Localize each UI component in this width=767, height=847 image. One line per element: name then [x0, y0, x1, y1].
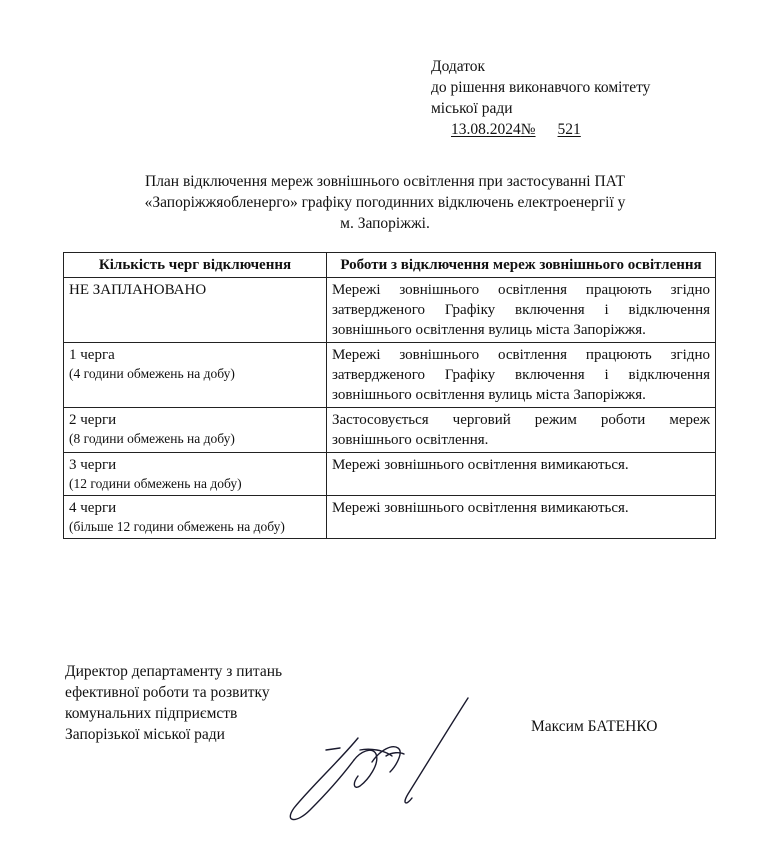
table-row [64, 278, 716, 343]
action-cell: Мережі зовнішнього освітлення вимикаються. [327, 496, 716, 539]
director-position [65, 661, 282, 745]
queue-label: 2 черги [69, 412, 117, 428]
queue-cell [64, 453, 327, 496]
table-row [64, 408, 716, 453]
action-cell: Мережі зовнішнього освітлення працюють згідно затвердженого Графіку включення і відключення зовнішнього освітлення вулиць міста Запоріжжя. [327, 278, 716, 343]
director-position-line-1: Директор департаменту з питань [65, 663, 283, 680]
table-row [64, 496, 716, 539]
plan-title-line-3: м. Запоріжжі. [340, 215, 430, 232]
director-position-line-4: Запорізької міської ради [65, 726, 225, 743]
queue-cell [64, 496, 327, 539]
plan-title-line-2: «Запоріжжяобленерго» графіку погодинних відключень електроенергії у [144, 194, 626, 211]
header-lighting-works: Роботи з відключення мереж зовнішнього освітлення [327, 253, 716, 278]
table-row [64, 453, 716, 496]
appendix-number: 521 [557, 121, 581, 138]
appendix-label: Додаток [431, 58, 486, 75]
table-header-row [64, 253, 716, 278]
plan-title-line-1: План відключення мереж зовнішнього освітлення при застосуванні ПАТ [145, 173, 625, 190]
queue-label: 1 черга [69, 347, 115, 363]
queue-label: НЕ ЗАПЛАНОВАНО [69, 282, 207, 298]
appendix-block [431, 56, 650, 140]
queue-label: 4 черги [69, 500, 117, 516]
appendix-council: міської ради [431, 100, 513, 117]
queue-note: (12 години обмежень на добу) [69, 476, 242, 491]
action-cell: Мережі зовнішнього освітлення працюють згідно затвердженого Графіку включення і відключення зовнішнього освітлення вулиць міста Запоріжжя. [327, 343, 716, 408]
plan-title [70, 171, 700, 234]
header-queue-count: Кількість черг відключення [64, 253, 327, 278]
queue-note: (4 години обмежень на добу) [69, 366, 235, 381]
handwritten-signature-icon [280, 690, 500, 830]
appendix-decision: до рішення виконавчого комітету [431, 79, 651, 96]
queue-cell [64, 278, 327, 343]
appendix-date: 13.08.2024 [451, 121, 521, 138]
director-position-line-2: ефективної роботи та розвитку [65, 684, 270, 701]
director-position-line-3: комунальних підприємств [65, 705, 238, 722]
action-cell: Мережі зовнішнього освітлення вимикаються. [327, 453, 716, 496]
action-cell: Застосовується черговий режим роботи мереж зовнішнього освітлення. [327, 408, 716, 453]
signer-name: Максим БАТЕНКО [531, 718, 658, 735]
queue-note: (більше 12 години обмежень на добу) [69, 519, 285, 534]
outage-schedule-table [63, 252, 716, 539]
queue-cell [64, 343, 327, 408]
appendix-date-number [431, 119, 650, 140]
queue-cell [64, 408, 327, 453]
queue-label: 3 черги [69, 457, 117, 473]
appendix-number-sign: № [520, 121, 536, 138]
queue-note: (8 години обмежень на добу) [69, 431, 235, 446]
table-row [64, 343, 716, 408]
